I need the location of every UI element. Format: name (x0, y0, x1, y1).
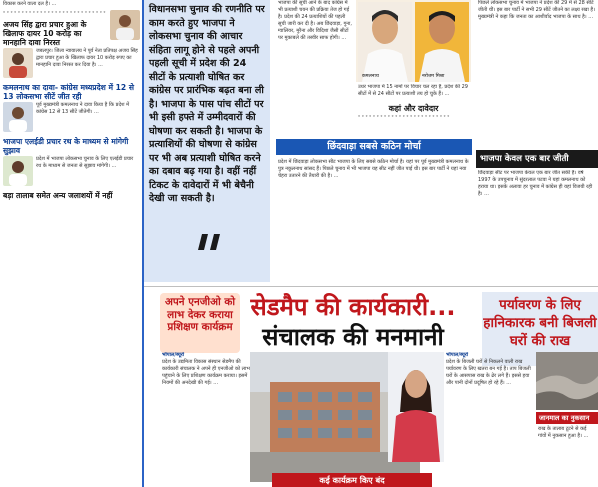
left-brief-text-1: ॰ ॰ ॰ ॰ ॰ ॰ ॰ ॰ ॰ ॰ ॰ ॰ ॰ ॰ ॰ ॰ ॰ ॰ ॰ ॰ ॰ ॰ ॰ ॰ ॰ ॰ ॰ ॰ (3, 10, 106, 16)
kahan-body-filler: ॰ ॰ ॰ ॰ ॰ ॰ ॰ ॰ ॰ ॰ ॰ ॰ ॰ ॰ ॰ ॰ ॰ ॰ ॰ ॰ ॰ ॰ ॰ ॰ ॰ (358, 114, 450, 120)
ash-loss-text: राख के तालाब टूटने से कई गांवों में नुकसान हुआ है। ... (538, 426, 589, 439)
chhindwara-story-text: प्रदेश में छिंदवाड़ा लोकसभा सीट भाजपा के लिए सबसे कठिन मोर्चा है। यहां पर पूर्व मुख्यमंत्री कमलनाथ के पुत्र नकुलनाथ सांसद हैं। पिछले चुनाव में भी भाजपा यह सीट नहीं जीत पाई थी। इस बार पार्टी ने यहां नया चेहरा उतारने की तैयारी की है। ... (278, 159, 469, 179)
left-bottom-headline: बड़ा तालाब समेत अन्य जलाशयों में नहीं (3, 191, 113, 200)
portrait-right (415, 2, 469, 82)
programs-closed-ribbon: कई कार्यक्रम किए बंद (272, 473, 432, 487)
sedmap-story (160, 352, 254, 487)
kahan-heading: कहां और दावेदार (388, 104, 439, 113)
chhindwara-story (276, 157, 472, 239)
main-headline-line1: सेडमैप की कार्यकारी... (250, 293, 456, 321)
sedmap-dateline: भोपाल/ब्यूरो (162, 352, 185, 358)
right-top-column (476, 0, 598, 148)
left-body-2: पूर्व मुख्यमंत्री कमलनाथ ने दावा किया है कि प्रदेश में कांग्रेस 12 से 13 सीटें जीतेगी। ... (36, 102, 130, 115)
chhindwara-band: छिंदवाड़ा सबसे कठिन मोर्चा (276, 139, 472, 155)
quote-mark-icon (196, 232, 222, 252)
left-body-1: जबलपुर। जिला न्यायालय ने पूर्व नेता प्रतिपक्ष अजय सिंह द्वारा प्रचार हुआ के खिलाफ दायर 10 करोड़ रुपए का मानहानि दावा निरस्त कर दिया है। ... (36, 48, 138, 68)
news-thumbnail-3 (3, 102, 33, 132)
left-headline-2: कमलनाथ का दावा- कांग्रेस मध्यप्रदेश में 12 से 13 लोकसभा सीटें जीत रही (3, 83, 134, 101)
main-headline (228, 292, 478, 358)
news-thumbnail-4 (3, 156, 33, 186)
power-ash-headline: पर्यावरण के लिए हानिकारक बनी बिजली घरों की राख (482, 292, 598, 366)
official-portrait (388, 352, 444, 462)
story-column-3 (276, 0, 356, 140)
highlight-text: विधानसभा चुनाव की रणनीति पर काम करते हुए भाजपा ने लोकसभा चुनाव की आचार संहिता लागू होने से पहले अपनी पहली सूची में प्रदेश की 24 सीटों के प्रत्याशी घोषित कर कांग्रेस पर प्रारंभिक बढ़त बना ली है। भाजपा के पास पांच सीटों पर भी इसी हफ्ते में उम्मीदवारों की घोषणा कर सकती है। भाजपा के प्रत्याशियों की घोषणा से कांग्रेस पर भी अब प्रत्याशी घोषित करने का दबाव बढ़ गया है। वहीं नहीं टिकट के दावेदारों में भी बेचैनी देखी जा सकती है। (149, 4, 265, 204)
left-news-column (0, 0, 142, 487)
portrait-panel (356, 0, 471, 82)
left-intro-text: विकास करने वाला दल है। ... (3, 1, 57, 7)
right-mid-column (476, 170, 598, 278)
ash-loss-story (536, 425, 598, 487)
power-ash-story-text: प्रदेश के बिजली घरों से निकलने वाली राख पर्यावरण के लिए खतरा बन गई है। ताप बिजली घरों के आसपास राख के ढेर लगे हैं। इससे हवा और पानी दोनों प्रदूषित हो रहे हैं। ... (446, 359, 531, 386)
portrait-left (358, 2, 412, 82)
power-ash-story (444, 352, 534, 487)
left-body-3: प्रदेश में भाजपा लोकसभा चुनाव के लिए एलईडी प्रचार रथ के माध्यम से जनता से सुझाव मांगेगी। ... (36, 156, 134, 169)
bjp-once-band: भाजपा केवल एक बार जीती (476, 150, 598, 168)
ash-loss-heading: जानमाल का नुकसान (536, 412, 598, 424)
news-thumbnail-2 (3, 48, 33, 78)
main-headline-line2: संचालक की मनमानी (262, 323, 444, 351)
news-thumbnail-1 (110, 10, 140, 40)
story-column-3-text: भाजपा की सूची आने के बाद कांग्रेस में भी प्रत्याशी चयन की प्रक्रिया तेज हो गई है। प्रदेश की 24 प्रत्याशियों की पहली सूची जारी कर दी है। अब छिंदवाड़ा, गुना, ग्वालियर, मुरैना और विदिशा जैसी सीटों पर मुकाबले की तस्वीर साफ होगी। ... (278, 0, 352, 41)
portrait-left-caption: कमलनाथ (362, 74, 379, 79)
section-rule (144, 286, 598, 287)
right-top-text: पिछले लोकसभा चुनाव में भाजपा ने प्रदेश की 29 में से 28 सीटें जीती थीं। इस बार पार्टी ने सभी 29 सीटें जीतने का लक्ष्य रखा है। मुख्यमंत्री ने कहा कि जनता का आशीर्वाद भाजपा के साथ है। ... (478, 0, 595, 20)
power-dateline: भोपाल/ब्यूरो (446, 352, 469, 358)
kahan-text: उधर भाजपा में 15 नामों पर विचार चल रहा है, प्रदेश की 29 सीटों में से 24 सीटों पर प्रत्याशी तय हो चुके हैं। ... (358, 84, 468, 97)
ash-photo (536, 352, 598, 410)
sedmap-story-text: प्रदेश के उद्यमिता विकास संस्थान सेडमैप की कार्यकारी संचालक ने अपने ही एनजीओ को लाभ पहुंचाने के लिए प्रशिक्षण कार्यक्रम कराया। इसमें नियमों की अनदेखी की गई। ... (162, 359, 250, 386)
portrait-right-caption: नरोत्तम मिश्रा (422, 74, 445, 79)
left-headline-1: अजय सिंह द्वारा प्रचार हुआ के खिलाफ दायर 10 करोड़ का मानहानि दावा निरस्त (3, 20, 87, 47)
ngo-headline: अपने एनजीओ को लाभ देकर कराया प्रशिक्षण कार्यक्रम (160, 293, 240, 353)
left-headline-3: भाजपा एलईडी प्रचार रथ के माध्यम से मांगेगी सुझाव (3, 137, 129, 155)
right-mid-text: छिंदवाड़ा सीट पर भाजपा केवल एक बार जीत सकी है। वर्ष 1997 के उपचुनाव में सुंदरलाल पटवा ने यहां कमलनाथ को हराया था। इसके अलावा हर चुनाव में कांग्रेस ही यहां विजयी रही है। ... (478, 170, 593, 197)
